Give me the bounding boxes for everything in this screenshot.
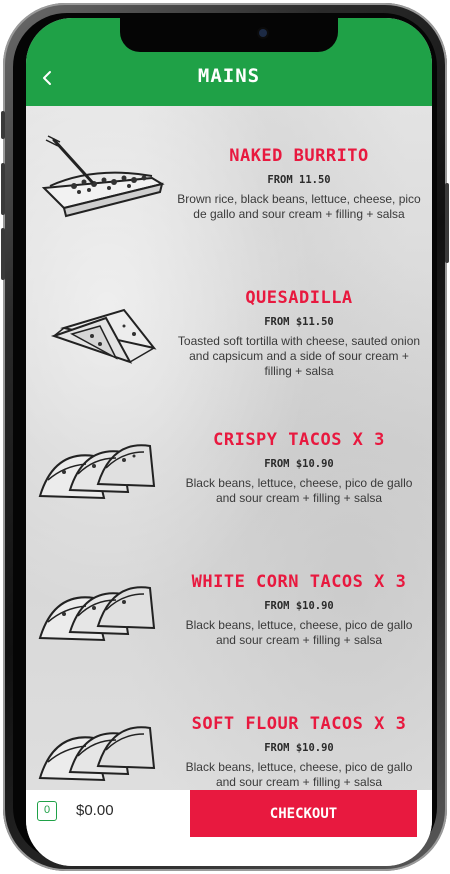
menu-list[interactable] [26, 106, 432, 790]
item-price: FROM 11.50 [267, 174, 331, 186]
item-description: Brown rice, black beans, lettuce, cheese, pico de gallo and sour cream + filling + salsa [177, 192, 421, 221]
item-description: Black beans, lettuce, cheese, pico de gallo and sour cream + filling + salsa [185, 760, 413, 789]
item-name: QUESADILLA [245, 288, 353, 308]
tacos-illustration [34, 702, 169, 790]
item-price: FROM $11.50 [264, 316, 334, 328]
power-button [445, 183, 449, 263]
item-name: CRISPY TACOS X 3 [213, 430, 385, 450]
volume-up-button [1, 163, 5, 215]
item-price: FROM $10.90 [264, 458, 334, 470]
phone-frame [3, 3, 447, 871]
cart-count-badge[interactable]: 0 [37, 801, 57, 821]
menu-item-naked-burrito[interactable] [26, 116, 432, 256]
notch [120, 18, 338, 52]
item-name: SOFT FLOUR TACOS X 3 [191, 714, 407, 734]
app-screen [26, 18, 432, 866]
item-price: FROM $10.90 [264, 742, 334, 754]
mute-switch [1, 111, 5, 139]
menu-item-quesadilla[interactable] [26, 258, 432, 398]
volume-down-button [1, 228, 5, 280]
burrito-bowl-illustration [34, 126, 169, 226]
item-name: NAKED BURRITO [229, 146, 369, 166]
menu-item-white-corn-tacos[interactable] [26, 542, 432, 682]
checkout-button[interactable]: CHECKOUT [190, 790, 417, 837]
tacos-illustration [34, 562, 169, 662]
page-title: MAINS [197, 65, 261, 87]
item-price: FROM $10.90 [264, 600, 334, 612]
cart-total: $0.00 [76, 802, 114, 819]
tacos-illustration [34, 420, 169, 520]
item-description: Toasted soft tortilla with cheese, sauted onion and capsicum and a side of sour cream + filling + salsa [177, 334, 421, 378]
front-camera [259, 29, 267, 37]
menu-item-crispy-tacos[interactable] [26, 400, 432, 540]
item-description: Black beans, lettuce, cheese, pico de gallo and sour cream + filling + salsa [185, 476, 413, 505]
item-description: Black beans, lettuce, cheese, pico de gallo and sour cream + filling + salsa [185, 618, 413, 647]
cart-footer [26, 790, 432, 866]
menu-item-soft-flour-tacos[interactable] [26, 684, 432, 790]
quesadilla-illustration [34, 288, 169, 388]
item-name: WHITE CORN TACOS X 3 [191, 572, 407, 592]
